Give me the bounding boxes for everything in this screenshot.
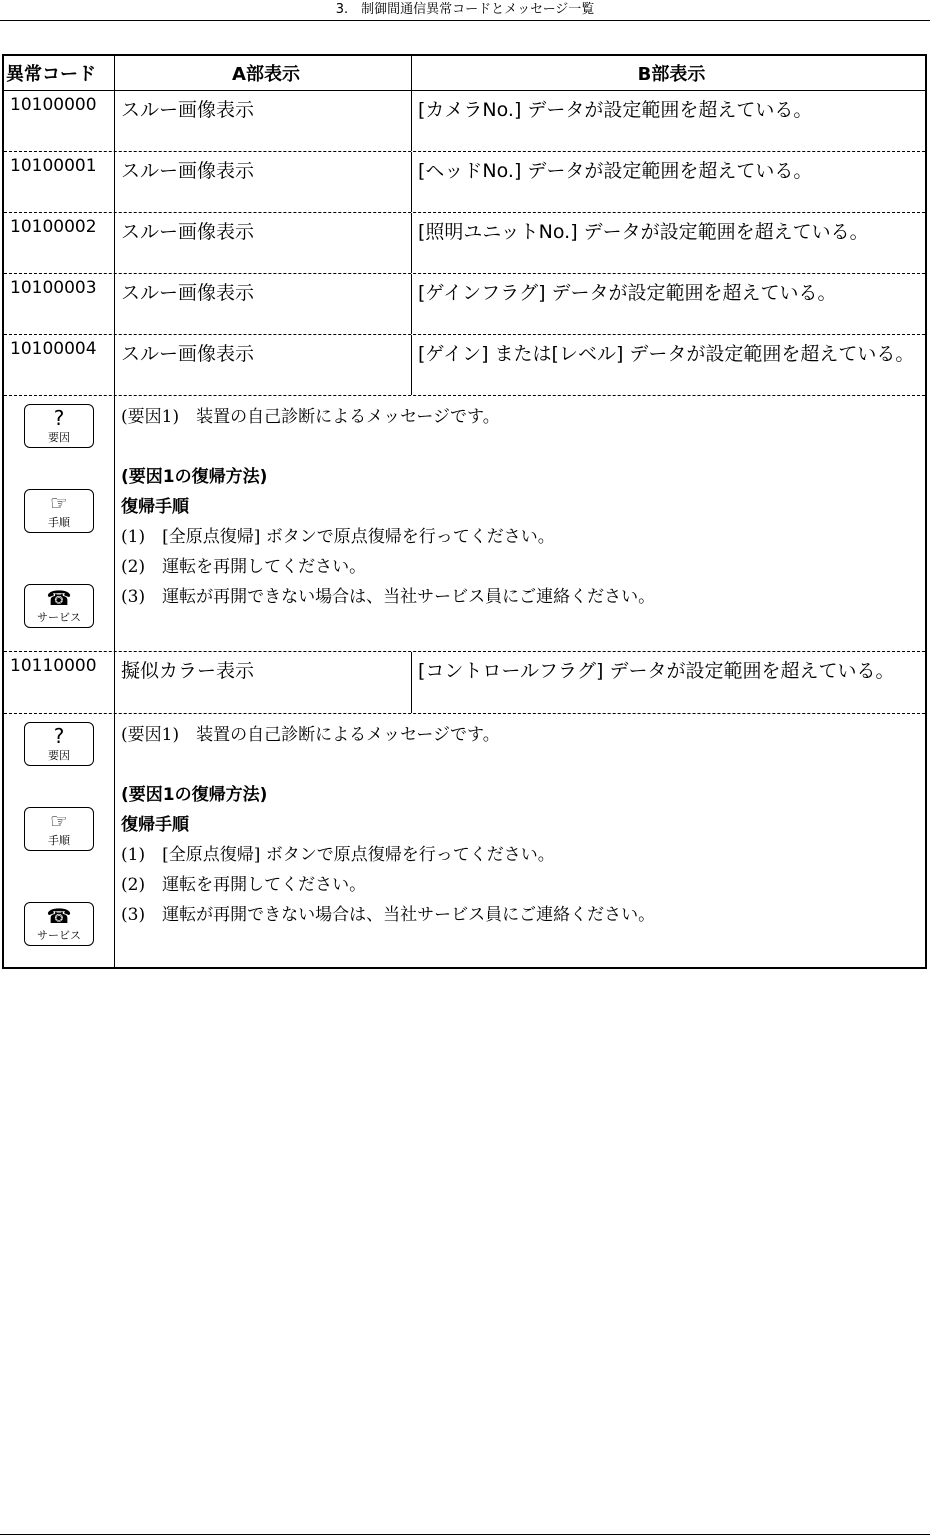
- table-row: [4, 91, 925, 152]
- procedure-icon: ☞ 手順: [24, 489, 94, 533]
- code-cell: 10100000: [4, 91, 115, 151]
- step: (1) [全原点復帰] ボタンで原点復帰を行ってください。: [121, 845, 555, 865]
- page-header: 3. 制御間通信異常コードとメッセージ一覧: [0, 0, 930, 21]
- b-display-cell: [ヘッドNo.] データが設定範囲を超えている。: [418, 160, 813, 182]
- b-display-cell: [照明ユニットNo.] データが設定範囲を超えている。: [418, 221, 869, 243]
- a-display-cell: スルー画像表示: [115, 274, 412, 334]
- step: (1) [全原点復帰] ボタンで原点復帰を行ってください。: [121, 527, 555, 547]
- table-row: [4, 213, 925, 274]
- b-display-cell: [ゲインフラグ] データが設定範囲を超えている。: [418, 282, 837, 304]
- code-cell: 10100003: [4, 274, 115, 334]
- step: (3) 運転が再開できない場合は、当社サービス員にご連絡ください。: [121, 905, 656, 925]
- cause-text: (要因1) 装置の自己診断によるメッセージです。: [121, 725, 500, 745]
- message-row: [4, 714, 925, 967]
- code-cell: 10100002: [4, 213, 115, 273]
- message-text: [115, 714, 925, 967]
- a-display-cell: スルー画像表示: [115, 213, 412, 273]
- procedure-title: 復帰手順: [121, 497, 189, 517]
- step: (2) 運転を再開してください。: [121, 875, 367, 895]
- cause-icon: ? 要因: [24, 404, 94, 448]
- header-code: 異常コード: [4, 56, 115, 90]
- header-b: B部表示: [637, 64, 706, 85]
- table-row: [4, 274, 925, 335]
- message-text: [115, 396, 925, 651]
- code-cell: 10100004: [4, 335, 115, 395]
- a-display-cell: スルー画像表示: [115, 91, 412, 151]
- step: (3) 運転が再開できない場合は、当社サービス員にご連絡ください。: [121, 587, 656, 607]
- procedure-title: 復帰手順: [121, 815, 189, 835]
- code-cell: 10100001: [4, 152, 115, 212]
- service-icon: ☎ サービス: [24, 902, 94, 946]
- cause-icon: ? 要因: [24, 722, 94, 766]
- recovery-title: (要因1の復帰方法): [121, 785, 268, 805]
- table-row: [4, 335, 925, 396]
- b-display-cell: [ゲイン] または[レベル] データが設定範囲を超えている。: [418, 343, 915, 365]
- recovery-title: (要因1の復帰方法): [121, 467, 268, 487]
- table-row: [4, 652, 925, 714]
- error-code-table: [2, 54, 927, 969]
- icon-column: [4, 714, 115, 967]
- a-display-cell: 擬似カラー表示: [115, 652, 412, 713]
- a-display-cell: スルー画像表示: [115, 152, 412, 212]
- b-display-cell: [カメラNo.] データが設定範囲を超えている。: [418, 99, 813, 121]
- a-display-cell: スルー画像表示: [115, 335, 412, 395]
- step: (2) 運転を再開してください。: [121, 557, 367, 577]
- cause-text: (要因1) 装置の自己診断によるメッセージです。: [121, 407, 500, 427]
- footer-rule: [0, 1534, 930, 1535]
- procedure-icon: ☞ 手順: [24, 807, 94, 851]
- service-icon: ☎ サービス: [24, 584, 94, 628]
- icon-column: [4, 396, 115, 651]
- table-row: [4, 152, 925, 213]
- header-a: A部表示: [115, 56, 412, 90]
- b-display-cell: [コントロールフラグ] データが設定範囲を超えている。: [418, 660, 895, 682]
- table-header: [4, 56, 925, 91]
- message-row: [4, 396, 925, 652]
- code-cell: 10110000: [4, 652, 115, 713]
